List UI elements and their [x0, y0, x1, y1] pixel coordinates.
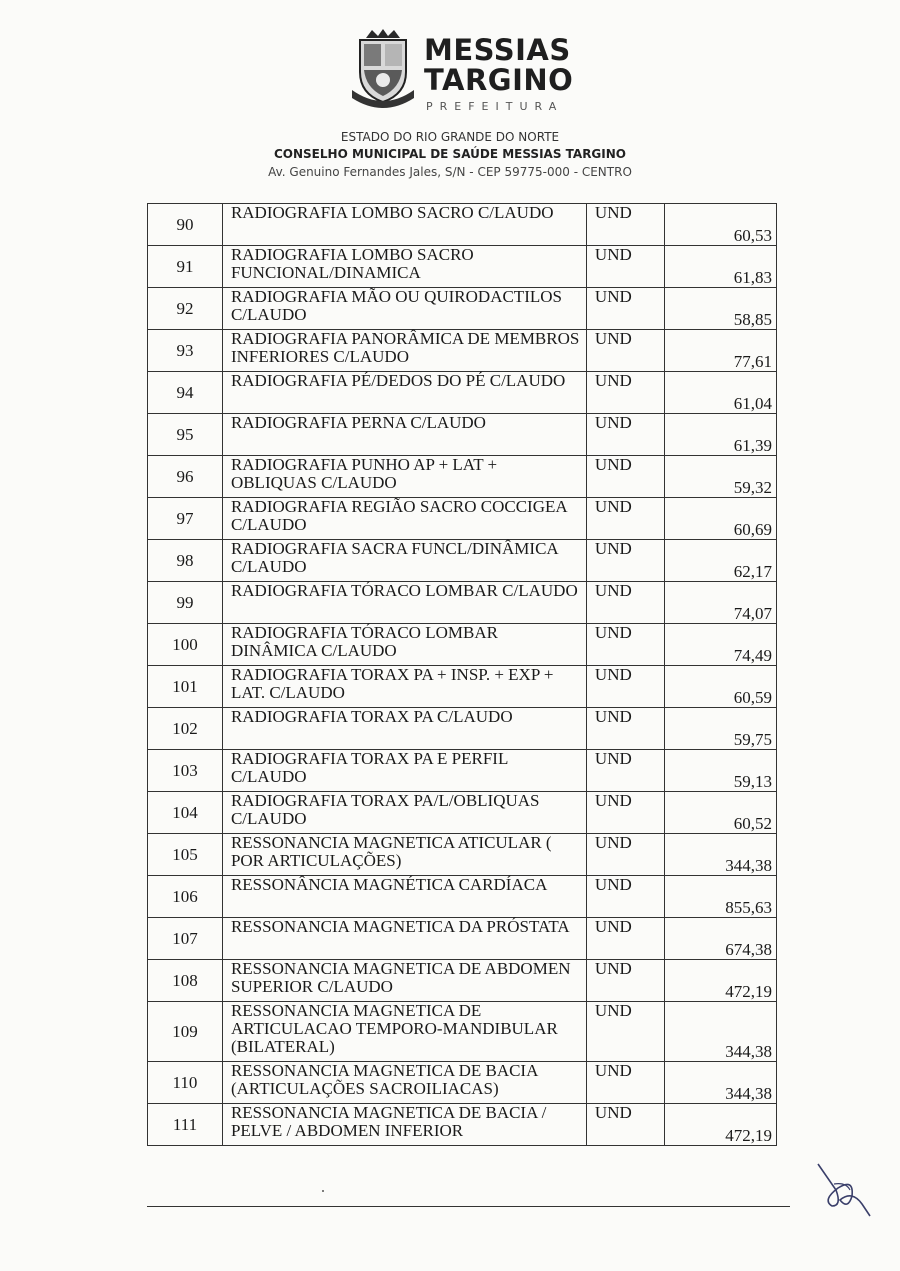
item-number: 105: [148, 834, 223, 876]
item-unit: UND: [586, 708, 664, 750]
logo-text-prefeitura: PREFEITURA: [426, 100, 564, 113]
item-unit: UND: [586, 1002, 664, 1062]
item-description: RESSONÂNCIA MAGNÉTICA CARDÍACA: [222, 876, 586, 918]
item-price: 472,19: [664, 960, 776, 1002]
table-row: [148, 582, 777, 624]
item-description: RESSONANCIA MAGNETICA ATICULAR ( POR ARTICULAÇÕES): [222, 834, 586, 876]
item-unit: UND: [586, 876, 664, 918]
item-number: 107: [148, 918, 223, 960]
table-row: [148, 498, 777, 540]
item-number: 111: [148, 1104, 223, 1146]
item-price: 855,63: [664, 876, 776, 918]
item-number: 95: [148, 414, 223, 456]
item-number: 94: [148, 372, 223, 414]
item-unit: UND: [586, 498, 664, 540]
item-price: 74,07: [664, 582, 776, 624]
item-unit: UND: [586, 792, 664, 834]
item-unit: UND: [586, 288, 664, 330]
item-unit: UND: [586, 582, 664, 624]
item-description: RADIOGRAFIA TÓRACO LOMBAR DINÂMICA C/LAUDO: [222, 624, 586, 666]
item-price: 674,38: [664, 918, 776, 960]
signature-line: [147, 1206, 790, 1207]
item-unit: UND: [586, 666, 664, 708]
table-row: [148, 708, 777, 750]
item-unit: UND: [586, 372, 664, 414]
table-row: [148, 624, 777, 666]
item-description: RADIOGRAFIA SACRA FUNCL/DINÂMICA C/LAUDO: [222, 540, 586, 582]
item-price: 60,52: [664, 792, 776, 834]
item-description: RADIOGRAFIA TORAX PA/L/OBLIQUAS C/LAUDO: [222, 792, 586, 834]
price-table-body: [148, 204, 777, 1146]
council-name: CONSELHO MUNICIPAL DE SAÚDE MESSIAS TARGINO: [273, 147, 626, 161]
item-number: 93: [148, 330, 223, 372]
item-description: RADIOGRAFIA MÃO OU QUIRODACTILOS C/LAUDO: [222, 288, 586, 330]
table-row: [148, 792, 777, 834]
table-row: [148, 372, 777, 414]
item-unit: UND: [586, 834, 664, 876]
item-unit: UND: [586, 1062, 664, 1104]
item-description: RADIOGRAFIA TORAX PA E PERFIL C/LAUDO: [222, 750, 586, 792]
item-description: RADIOGRAFIA TORAX PA C/LAUDO: [222, 708, 586, 750]
item-description: RADIOGRAFIA PANORÂMICA DE MEMBROS INFERIORES C/LAUDO: [222, 330, 586, 372]
table-row: [148, 246, 777, 288]
table-row: [148, 204, 777, 246]
item-description: RADIOGRAFIA TORAX PA + INSP. + EXP + LAT. C/LAUDO: [222, 666, 586, 708]
item-price: 59,32: [664, 456, 776, 498]
item-price: 344,38: [664, 834, 776, 876]
item-price: 60,69: [664, 498, 776, 540]
item-number: 110: [148, 1062, 223, 1104]
item-number: 92: [148, 288, 223, 330]
ink-dot: [322, 1190, 324, 1192]
logo-text-targino: TARGINO: [424, 63, 574, 97]
item-unit: UND: [586, 1104, 664, 1146]
table-row: [148, 834, 777, 876]
item-price: 77,61: [664, 330, 776, 372]
item-number: 108: [148, 960, 223, 1002]
item-number: 106: [148, 876, 223, 918]
table-row: [148, 414, 777, 456]
item-price: 60,59: [664, 666, 776, 708]
item-price: 59,75: [664, 708, 776, 750]
item-unit: UND: [586, 456, 664, 498]
item-unit: UND: [586, 330, 664, 372]
table-row: [148, 330, 777, 372]
letterhead: [0, 0, 900, 200]
item-description: RESSONANCIA MAGNETICA DA PRÓSTATA: [222, 918, 586, 960]
table-row: [148, 960, 777, 1002]
item-price: 60,53: [664, 204, 776, 246]
item-number: 109: [148, 1002, 223, 1062]
table-row: [148, 876, 777, 918]
item-price: 59,13: [664, 750, 776, 792]
item-unit: UND: [586, 204, 664, 246]
item-price: 61,83: [664, 246, 776, 288]
item-description: RESSONANCIA MAGNETICA DE ABDOMEN SUPERIOR C/LAUDO: [222, 960, 586, 1002]
item-description: RADIOGRAFIA PUNHO AP + LAT + OBLIQUAS C/LAUDO: [222, 456, 586, 498]
item-unit: UND: [586, 414, 664, 456]
item-number: 91: [148, 246, 223, 288]
item-price: 472,19: [664, 1104, 776, 1146]
table-row: [148, 666, 777, 708]
table-row: [148, 288, 777, 330]
signature-mark: [812, 1160, 874, 1222]
item-price: 61,39: [664, 414, 776, 456]
item-description: RADIOGRAFIA PERNA C/LAUDO: [222, 414, 586, 456]
table-row: [148, 1062, 777, 1104]
item-number: 104: [148, 792, 223, 834]
item-price: 74,49: [664, 624, 776, 666]
item-unit: UND: [586, 960, 664, 1002]
item-description: RADIOGRAFIA LOMBO SACRO FUNCIONAL/DINAMICA: [222, 246, 586, 288]
item-number: 96: [148, 456, 223, 498]
item-price: 62,17: [664, 540, 776, 582]
state-name: ESTADO DO RIO GRANDE DO NORTE: [340, 130, 560, 144]
table-row: [148, 750, 777, 792]
item-number: 101: [148, 666, 223, 708]
logo-text-messias: MESSIAS: [424, 33, 571, 67]
price-table: [147, 203, 777, 1146]
item-number: 100: [148, 624, 223, 666]
item-number: 97: [148, 498, 223, 540]
item-description: RADIOGRAFIA TÓRACO LOMBAR C/LAUDO: [222, 582, 586, 624]
item-description: RADIOGRAFIA LOMBO SACRO C/LAUDO: [222, 204, 586, 246]
item-price: 344,38: [664, 1062, 776, 1104]
item-number: 99: [148, 582, 223, 624]
table-row: [148, 918, 777, 960]
item-number: 98: [148, 540, 223, 582]
item-number: 103: [148, 750, 223, 792]
item-unit: UND: [586, 540, 664, 582]
table-row: [148, 540, 777, 582]
item-unit: UND: [586, 750, 664, 792]
item-description: RADIOGRAFIA PÉ/DEDOS DO PÉ C/LAUDO: [222, 372, 586, 414]
item-description: RESSONANCIA MAGNETICA DE ARTICULACAO TEMPORO-MANDIBULAR (BILATERAL): [222, 1002, 586, 1062]
item-price: 58,85: [664, 288, 776, 330]
table-row: [148, 456, 777, 498]
item-description: RESSONANCIA MAGNETICA DE BACIA (ARTICULAÇÕES SACROILIACAS): [222, 1062, 586, 1104]
item-description: RADIOGRAFIA REGIÃO SACRO COCCIGEA C/LAUDO: [222, 498, 586, 540]
council-address: Av. Genuino Fernandes Jales, S/N - CEP 59775-000 - CENTRO: [268, 165, 632, 179]
item-unit: UND: [586, 624, 664, 666]
item-description: RESSONANCIA MAGNETICA DE BACIA / PELVE / ABDOMEN INFERIOR: [222, 1104, 586, 1146]
item-number: 90: [148, 204, 223, 246]
table-row: [148, 1104, 777, 1146]
table-row: [148, 1002, 777, 1062]
item-number: 102: [148, 708, 223, 750]
item-unit: UND: [586, 246, 664, 288]
crest-icon: [350, 28, 416, 108]
prefeitura-logo: [350, 22, 580, 114]
item-price: 344,38: [664, 1002, 776, 1062]
item-price: 61,04: [664, 372, 776, 414]
item-unit: UND: [586, 918, 664, 960]
